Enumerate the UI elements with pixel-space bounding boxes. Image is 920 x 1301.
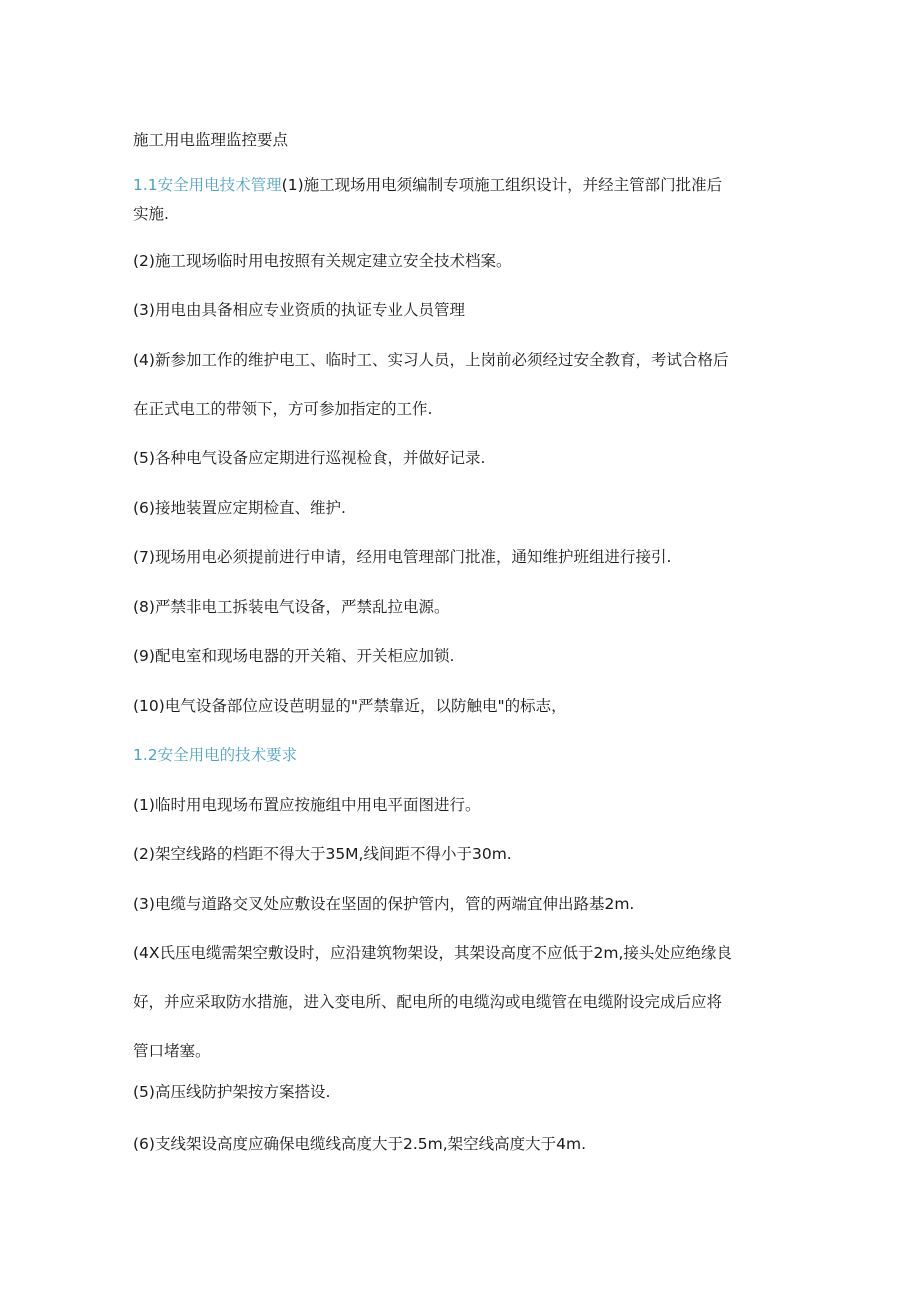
section2-item4-part1: (4X氏压电缆需架空敷设时，应沿建筑物架设，其架设高度不应低于2m,接头处应绝缘良 <box>133 944 732 962</box>
section1-item1-part1: (1)施工现场用电须编制专项施工组织设计，并经主管部门批准后 <box>281 176 723 194</box>
section2-item2: (2)架空线路的档距不得大于35M,线间距不得小于30m. <box>133 845 512 863</box>
section1-line-1 <box>133 175 722 195</box>
section1-item9: (9)配电室和现场电器的开关箱、开关柜应加锁. <box>133 647 455 665</box>
section2-item5: (5)高压线防护架按方案搭设. <box>133 1083 331 1101</box>
section1-item3: (3)用电由具备相应专业资质的执证专业人员管理 <box>133 301 465 319</box>
section1-item8: (8)严禁非电工拆装电气设备，严禁乱拉电源。 <box>133 598 450 616</box>
section1-item5: (5)各种电气设备应定期进行巡视检食，并做好记录. <box>133 449 486 467</box>
section1-item10: (10)电气设备部位应设芭明显的"严禁靠近，以防触电"的标志， <box>133 697 567 715</box>
section2-item6: (6)支线架设高度应确保电缆线高度大于2.5m,架空线高度大于4m. <box>133 1135 587 1153</box>
section2-heading: 1.2安全用电的技术要求 <box>133 746 298 764</box>
section1-item4-part1: (4)新参加工作的维护电工、临时工、实习人员，上岗前必须经过安全教育，考试合格后 <box>133 351 729 369</box>
section2-item1: (1)临时用电现场布置应按施组中用电平面图进行。 <box>133 796 481 814</box>
section2-item4-part3: 管口堵塞。 <box>133 1042 211 1060</box>
document-title: 施工用电监理监控要点 <box>133 131 289 149</box>
section1-item6: (6)接地装置应定期检直、维护. <box>133 499 346 517</box>
section1-item1-part2: 实施. <box>133 205 169 223</box>
section2-item4-part2: 好，并应采取防水措施，进入变电所、配电所的电缆沟或电缆管在电缆附设完成后应将 <box>133 993 723 1011</box>
section1-item7: (7)现场用电必须提前进行申请，经用电管理部门批准，通知维护班组进行接引. <box>133 548 672 566</box>
section1-heading: 1.1安全用电技术管理 <box>133 176 282 194</box>
section2-item3: (3)电缆与道路交叉处应敷设在坚固的保护管内，管的两端宜伸出路基2m. <box>133 895 635 913</box>
section1-item4-part2: 在正式电工的带领下，方可参加指定的工作. <box>133 400 433 418</box>
section1-item2: (2)施工现场临时用电按照有关规定建立安全技术档案。 <box>133 252 512 270</box>
